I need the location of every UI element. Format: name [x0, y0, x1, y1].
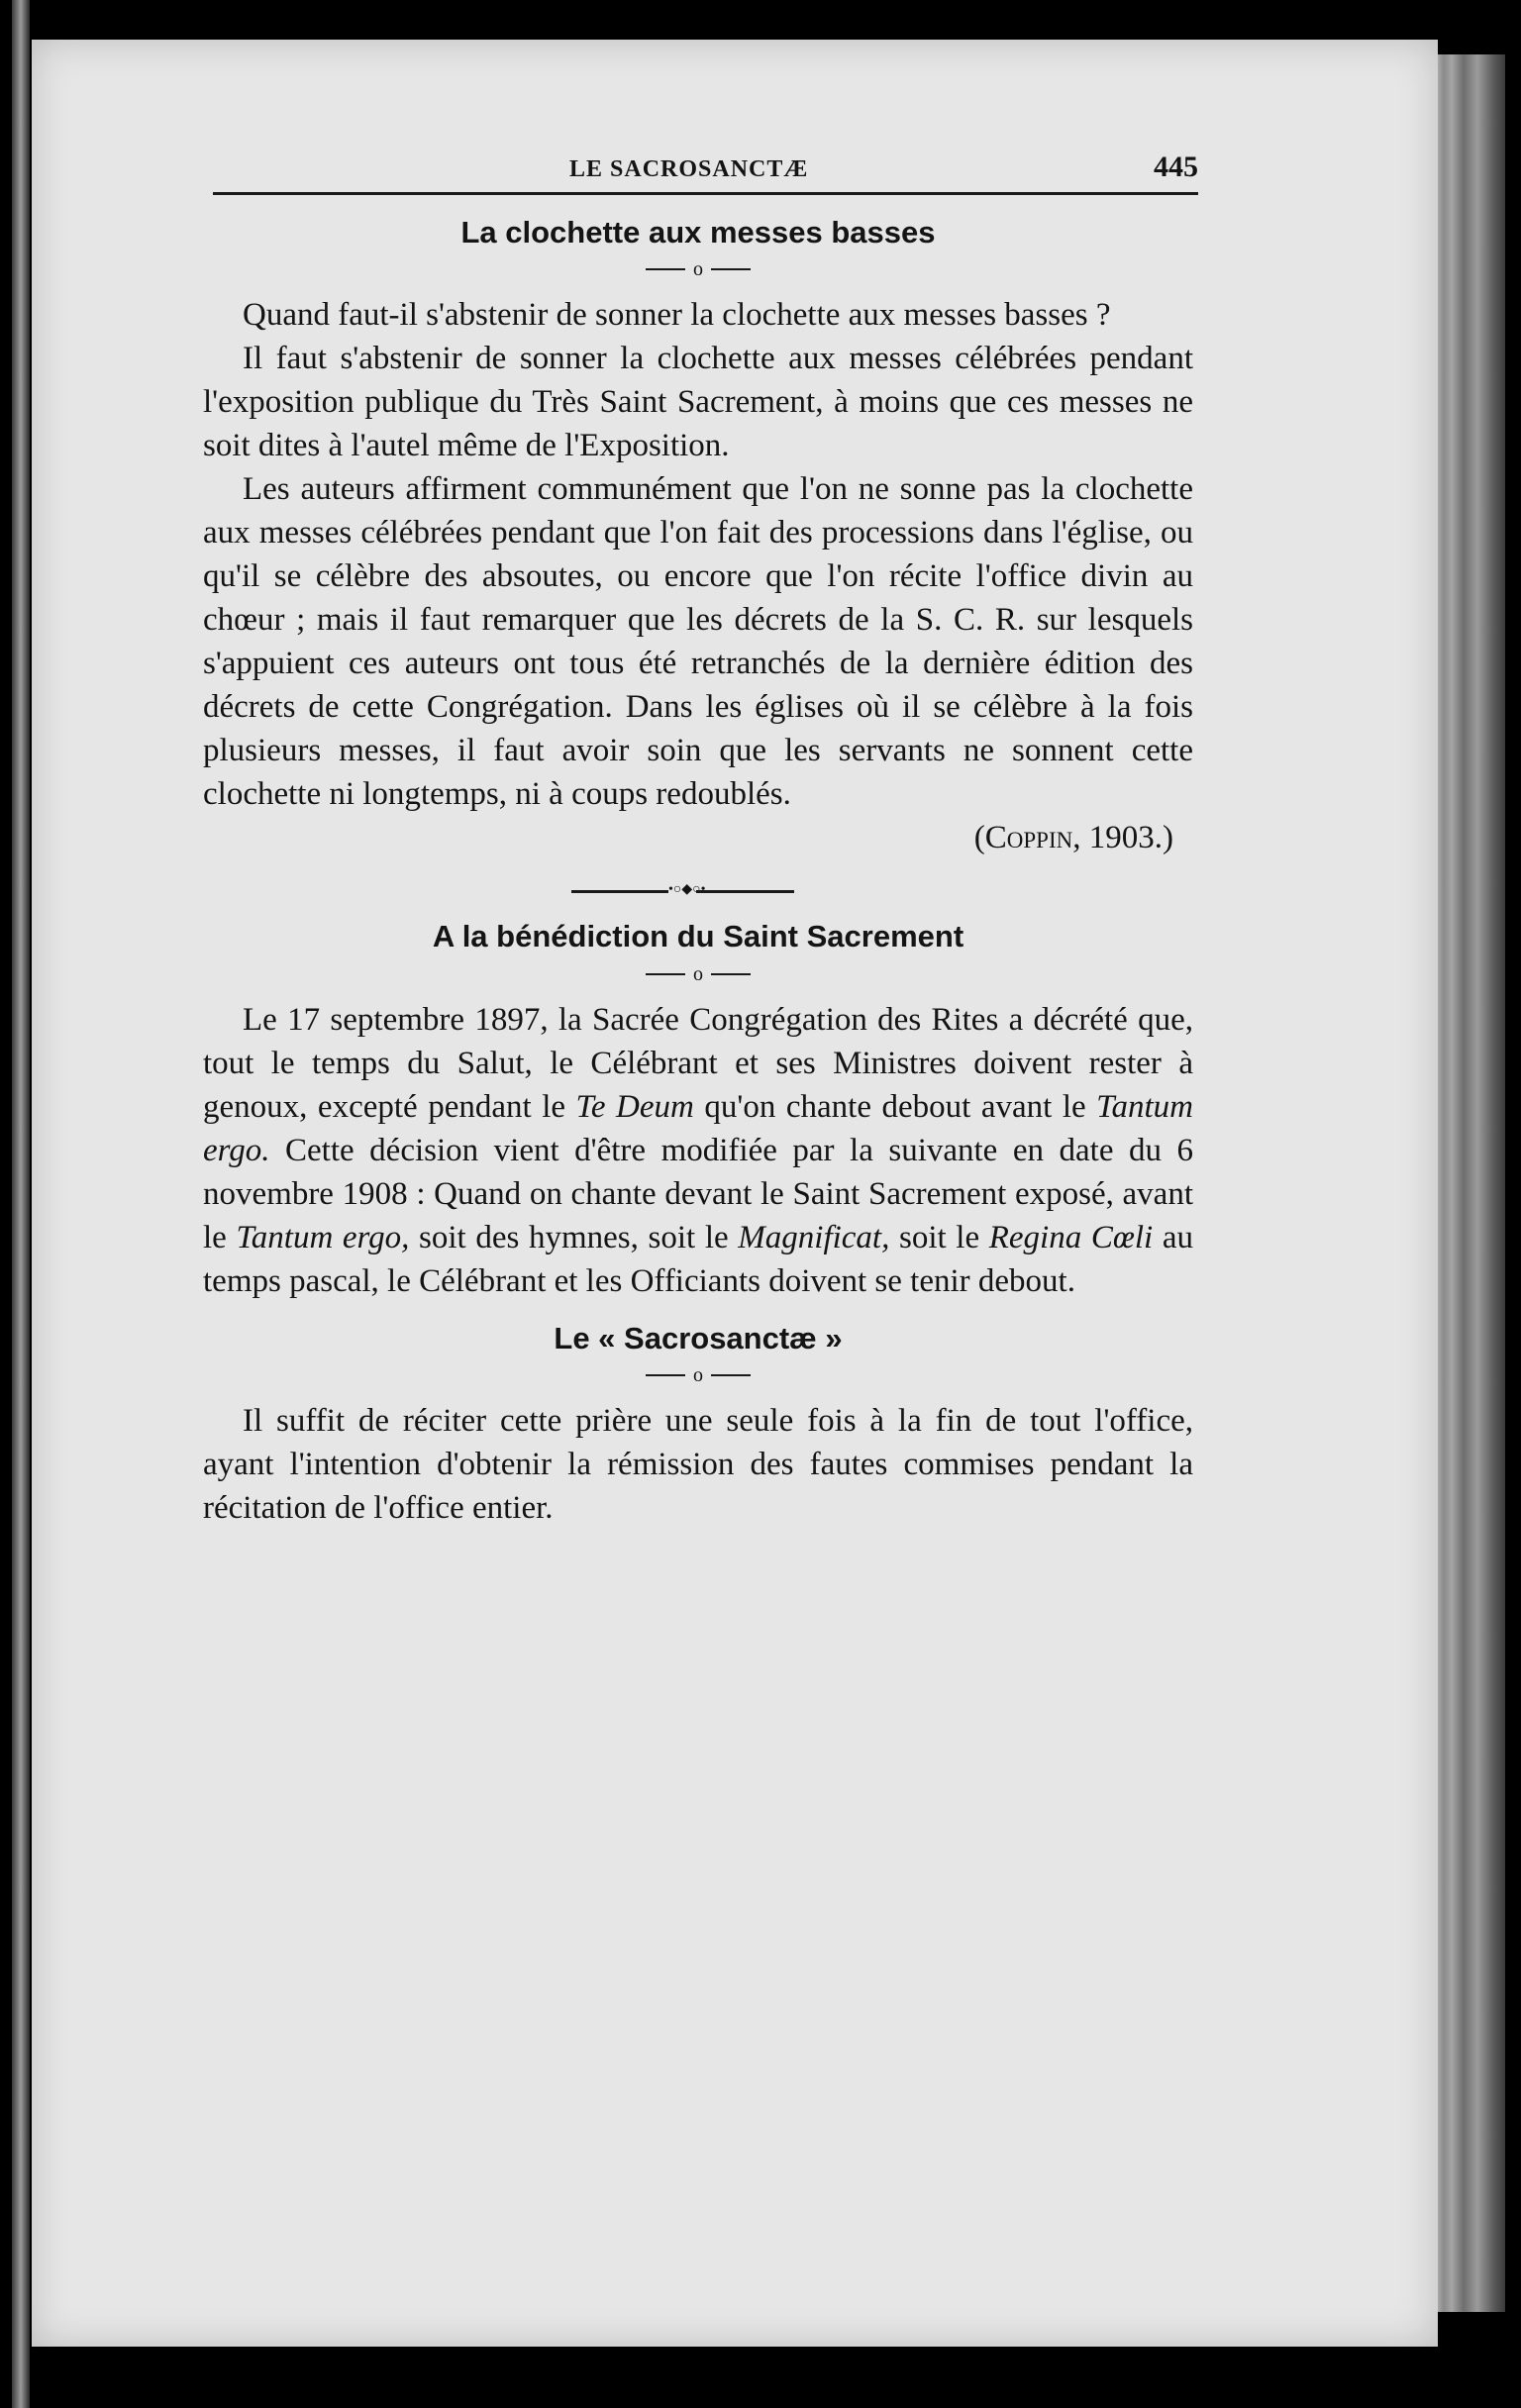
paragraph-auteurs: Les auteurs affirment communément que l'on ne sonne pas la clochette aux messes célébrées pendant que l'on fait des processions dans l'église, ou qu'il se célèbre des absoutes, ou encore que l'on récite l'office divin au chœur ; mais il faut remarquer que les décrets de la S. C. R. sur lesquels s'appuient ces auteurs ont tous été retranchés de la dernière édition des décrets de cette Congrégation. Dans les églises où il se célèbre à la fois plusieurs messes, il faut avoir soin que les servants ne sonnent cette clochette ni longtemps, ni à coups redoublés.	[203, 471, 1193, 813]
paragraph-sacrosanctae: Il suffit de réciter cette prière une seule fois à la fin de tout l'office, ayant l'intention d'obtenir la rémission des fautes commises pendant la récitation de l'office entier.	[203, 1403, 1193, 1527]
title-separator: o	[203, 1364, 1193, 1385]
paragraph-question: Quand faut-il s'abstenir de sonner la clochette aux messes basses ?	[243, 297, 1111, 334]
section-title-clochette: La clochette aux messes basses	[460, 215, 936, 250]
citation-author: Coppin	[984, 820, 1073, 856]
citation: (Coppin, 1903.)	[973, 820, 1173, 856]
section-ornament: •○◆○•	[203, 885, 1193, 897]
page-stack-edge	[1434, 54, 1505, 2312]
paragraph-answer: Il faut s'abstenir de sonner la clochette aux messes célébrées pendant l'exposition publique du Très Saint Sacrement, à moins que ces messes ne soit dites à l'autel même de l'Exposition.	[203, 341, 1193, 464]
page-content	[203, 149, 1198, 1530]
title-separator: o	[203, 258, 1193, 279]
running-title: LE SACROSANCTÆ	[569, 156, 809, 182]
running-header	[213, 149, 1198, 195]
section-title-sacrosanctae: Le « Sacrosanctæ »	[554, 1320, 843, 1355]
section-title-benediction: A la bénédiction du Saint Sacrement	[432, 919, 964, 954]
page-number: 445	[1154, 150, 1198, 183]
paragraph-benediction: Le 17 septembre 1897, la Sacrée Congrégation des Rites a décrété que, tout le temps du Salut, le Célébrant et ses Ministres doivent rester à genoux, excepté pendant le Te Deum qu'on chante debout avant le Tantum ergo. Cette décision vient d'être modifiée par la suivante en date du 6 novembre 1908 : Quand on chante devant le Saint Sacrement exposé, avant le Tantum ergo, soit des hymnes, soit le Magnificat, soit le Regina Cœli au temps pascal, le Célébrant et les Officiants doivent se tenir debout.	[203, 1001, 1193, 1299]
left-page-edge	[12, 0, 30, 2408]
title-separator: o	[203, 962, 1193, 983]
